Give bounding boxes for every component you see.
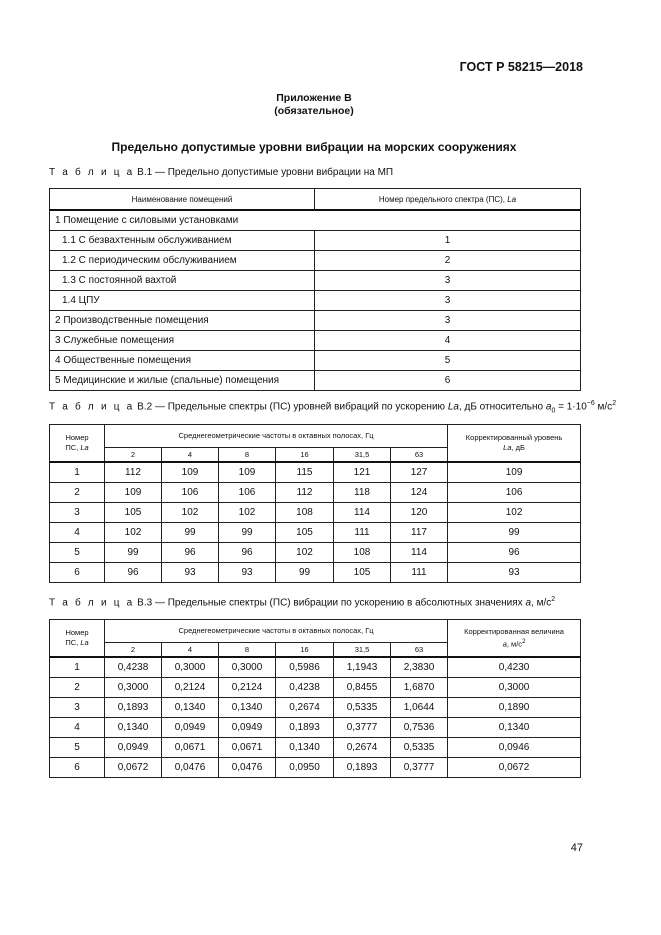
table-row	[50, 758, 581, 778]
table1-row-value: 6	[315, 371, 581, 391]
table-cell: 102	[276, 543, 334, 563]
corrected-value-cell: 0,4230	[448, 657, 581, 678]
table-cell: 109	[105, 483, 162, 503]
corrected-value-cell: 96	[448, 543, 581, 563]
table-cell: 0,1893	[334, 758, 391, 778]
table2-caption-b: , дБ относительно	[458, 401, 546, 413]
table3-caption-prefix: Т а б л и ц а	[49, 597, 135, 609]
table-cell: 0,3000	[162, 657, 219, 678]
table2-caption-a0-sub: 0	[551, 407, 556, 415]
table-cell: 0,2674	[334, 738, 391, 758]
table-cell: 0,0671	[219, 738, 276, 758]
table1-row-name: 2 Производственные помещения	[50, 311, 315, 331]
row-number-cell: 6	[50, 563, 105, 583]
corrected-value-cell: 99	[448, 523, 581, 543]
corrected-value-cell: 93	[448, 563, 581, 583]
table-cell: 99	[276, 563, 334, 583]
table-row	[50, 331, 581, 351]
table-cell: 0,5335	[391, 738, 448, 758]
table-cell: 0,1340	[276, 738, 334, 758]
table1-row-name: 1.4 ЦПУ	[50, 291, 315, 311]
table-cell: 114	[391, 543, 448, 563]
table-cell: 96	[105, 563, 162, 583]
table-cell: 0,0476	[219, 758, 276, 778]
table-cell: 108	[334, 543, 391, 563]
table2-header-row	[50, 425, 581, 448]
table-row	[50, 251, 581, 271]
table-cell: 0,1893	[105, 698, 162, 718]
table-row	[50, 271, 581, 291]
table-cell: 105	[105, 503, 162, 523]
document-id: ГОСТ Р 58215—2018	[459, 60, 583, 74]
row-number-cell: 4	[50, 523, 105, 543]
table-cell: 109	[219, 462, 276, 483]
table3-header-row	[50, 620, 581, 643]
table-cell: 106	[219, 483, 276, 503]
table-cell: 0,3777	[391, 758, 448, 778]
table-cell: 120	[391, 503, 448, 523]
table2-freq: 2	[105, 448, 162, 463]
table3-freq: 8	[219, 643, 276, 658]
table2-caption-exp: −6	[586, 400, 595, 407]
table-row	[50, 231, 581, 251]
table-cell: 96	[219, 543, 276, 563]
row-number-cell: 6	[50, 758, 105, 778]
corrected-value-cell: 102	[448, 503, 581, 523]
table-row	[50, 311, 581, 331]
table2-header-freq: Среднегеометрические частоты в октавных полосах, Гц	[105, 425, 448, 448]
table3-freq: 2	[105, 643, 162, 658]
table3-caption-sq: 2	[551, 596, 556, 603]
table3-header-number	[50, 620, 105, 658]
table-row	[50, 678, 581, 698]
table-cell: 106	[162, 483, 219, 503]
table3-header-corrected	[448, 620, 581, 658]
table1-header-spectrum-var: La	[507, 194, 517, 204]
table-cell: 105	[276, 523, 334, 543]
table-cell: 1,0644	[391, 698, 448, 718]
table-row	[50, 462, 581, 483]
table3-freq: 31,5	[334, 643, 391, 658]
table3-header-number-b: ПС,	[65, 638, 81, 647]
table-cell: 112	[276, 483, 334, 503]
table1-caption	[49, 167, 393, 178]
table-cell: 0,2124	[162, 678, 219, 698]
table-cell: 0,0949	[162, 718, 219, 738]
table2-header-corrected-b: , дБ	[511, 443, 525, 452]
table1-header-room: Наименование помещений	[50, 189, 315, 211]
corrected-value-cell: 0,0946	[448, 738, 581, 758]
table-cell: 0,5986	[276, 657, 334, 678]
table-cell: 108	[276, 503, 334, 523]
row-number-cell: 2	[50, 483, 105, 503]
table2-caption-d: м/с	[594, 401, 613, 413]
table-cell: 1,1943	[334, 657, 391, 678]
row-number-cell: 3	[50, 503, 105, 523]
table2-header-number-a: Номер	[65, 433, 89, 442]
appendix-title: Приложение В	[276, 92, 352, 104]
table3-caption-b: , м/с	[531, 597, 552, 609]
table3-caption-var: a	[525, 597, 532, 609]
table-row	[50, 698, 581, 718]
table2-freq: 8	[219, 448, 276, 463]
table-cell: 109	[162, 462, 219, 483]
table3-body	[50, 657, 581, 778]
table3-header-corrected-a: Корректированная величина	[464, 626, 564, 636]
table-cell: 115	[276, 462, 334, 483]
table-cell: 105	[334, 563, 391, 583]
table-cell: 0,0672	[105, 758, 162, 778]
table3-header-corrected-b: , м/с	[506, 639, 523, 649]
table2-caption-var: La	[447, 401, 459, 413]
table-cell: 124	[391, 483, 448, 503]
table1-section-label: 1 Помещение с силовыми установками	[50, 210, 581, 231]
row-number-cell: 5	[50, 543, 105, 563]
table-row	[50, 657, 581, 678]
appendix-heading	[48, 92, 580, 118]
table3-header-number-var: La	[80, 638, 89, 647]
table-row	[50, 523, 581, 543]
table2-caption-sq: 2	[612, 400, 617, 407]
table2-header-number-var: La	[80, 443, 89, 452]
table1	[49, 188, 581, 391]
table-row	[50, 718, 581, 738]
table-cell: 96	[162, 543, 219, 563]
table-row	[50, 503, 581, 523]
table-cell: 0,1340	[162, 698, 219, 718]
table-cell: 118	[334, 483, 391, 503]
table-cell: 0,2674	[276, 698, 334, 718]
table1-caption-text: В.1 — Предельно допустимые уровни вибрации на МП	[134, 167, 394, 178]
table-cell: 111	[334, 523, 391, 543]
table2-body	[50, 462, 581, 583]
table3-freq: 16	[276, 643, 334, 658]
table1-row-value: 5	[315, 351, 581, 371]
table3-header-corrected-sq: 2	[522, 638, 526, 645]
table-cell: 1,6870	[391, 678, 448, 698]
table-row	[50, 483, 581, 503]
table2-freq: 63	[391, 448, 448, 463]
appendix-status: (обязательное)	[274, 105, 354, 117]
table-cell: 0,2124	[219, 678, 276, 698]
table-cell: 99	[105, 543, 162, 563]
table3	[49, 619, 581, 778]
table3-freq: 63	[391, 643, 448, 658]
table2-header-corrected-var: La	[503, 443, 512, 452]
row-number-cell: 2	[50, 678, 105, 698]
table-cell: 0,8455	[334, 678, 391, 698]
table-row	[50, 371, 581, 391]
table1-row-value: 3	[315, 311, 581, 331]
table-cell: 111	[391, 563, 448, 583]
row-number-cell: 4	[50, 718, 105, 738]
table-cell: 0,5335	[334, 698, 391, 718]
table-cell: 0,0476	[162, 758, 219, 778]
table3-header-number-a: Номер	[65, 628, 89, 637]
table-row	[50, 291, 581, 311]
table1-row-value: 1	[315, 231, 581, 251]
corrected-value-cell: 0,0672	[448, 758, 581, 778]
table3-caption-a: В.3 — Предельные спектры (ПС) вибрации по ускорению в абсолютных значениях	[134, 597, 526, 609]
table-cell: 93	[162, 563, 219, 583]
table1-row-value: 3	[315, 291, 581, 311]
table-cell: 0,0671	[162, 738, 219, 758]
table2-header-corrected	[448, 425, 581, 463]
table-cell: 0,7536	[391, 718, 448, 738]
corrected-value-cell: 106	[448, 483, 581, 503]
table1-row-name: 1.2 С периодическим обслуживанием	[50, 251, 315, 271]
table-cell: 0,4238	[276, 678, 334, 698]
table2-caption	[49, 400, 616, 414]
row-number-cell: 5	[50, 738, 105, 758]
table-cell: 0,4238	[105, 657, 162, 678]
table2-caption-a: В.2 — Предельные спектры (ПС) уровней вибраций по ускорению	[134, 401, 448, 413]
table-row	[50, 351, 581, 371]
table-cell: 2,3830	[391, 657, 448, 678]
table-row	[50, 738, 581, 758]
table2-freq: 16	[276, 448, 334, 463]
table-cell: 112	[105, 462, 162, 483]
table2-freq: 4	[162, 448, 219, 463]
table1-section-row	[50, 210, 581, 231]
table1-header-row	[50, 189, 581, 211]
table-cell: 93	[219, 563, 276, 583]
table-cell: 0,1340	[105, 718, 162, 738]
table-cell: 102	[219, 503, 276, 523]
table-cell: 99	[219, 523, 276, 543]
table3-header-freq: Среднегеометрические частоты в октавных полосах, Гц	[105, 620, 448, 643]
table-cell: 0,0949	[219, 718, 276, 738]
table2-header-number	[50, 425, 105, 463]
row-number-cell: 1	[50, 657, 105, 678]
table-row	[50, 543, 581, 563]
table-cell: 127	[391, 462, 448, 483]
row-number-cell: 3	[50, 698, 105, 718]
corrected-value-cell: 109	[448, 462, 581, 483]
corrected-value-cell: 0,1340	[448, 718, 581, 738]
table2-header-number-b: ПС,	[65, 443, 81, 452]
table1-header-spectrum	[315, 189, 581, 211]
table-cell: 102	[162, 503, 219, 523]
table-cell: 121	[334, 462, 391, 483]
table2	[49, 424, 581, 583]
table1-row-name: 5 Медицинские и жилые (спальные) помещения	[50, 371, 315, 391]
table-cell: 0,1340	[219, 698, 276, 718]
table3-freq: 4	[162, 643, 219, 658]
table-cell: 0,3000	[105, 678, 162, 698]
table1-header-spectrum-text: Номер предельного спектра (ПС),	[378, 194, 508, 204]
page-number: 47	[570, 842, 583, 854]
table1-row-value: 2	[315, 251, 581, 271]
table2-freq: 31,5	[334, 448, 391, 463]
table1-row-value: 4	[315, 331, 581, 351]
table2-caption-c: = 1·10	[555, 401, 587, 413]
row-number-cell: 1	[50, 462, 105, 483]
table-cell: 117	[391, 523, 448, 543]
corrected-value-cell: 0,3000	[448, 678, 581, 698]
table-cell: 114	[334, 503, 391, 523]
table1-row-name: 4 Общественные помещения	[50, 351, 315, 371]
table2-header-corrected-a: Корректированный уровень	[465, 433, 563, 442]
table1-row-name: 3 Служебные помещения	[50, 331, 315, 351]
table-cell: 0,0950	[276, 758, 334, 778]
table-cell: 0,3000	[219, 657, 276, 678]
table-cell: 0,3777	[334, 718, 391, 738]
table2-caption-prefix: Т а б л и ц а	[49, 401, 135, 413]
table1-row-value: 3	[315, 271, 581, 291]
table2-caption-a0: a	[545, 401, 552, 413]
table1-row-name: 1.1 С безвахтенным обслуживанием	[50, 231, 315, 251]
table1-caption-prefix: Т а б л и ц а	[49, 167, 135, 178]
table1-row-name: 1.3 С постоянной вахтой	[50, 271, 315, 291]
table-row	[50, 563, 581, 583]
table-cell: 102	[105, 523, 162, 543]
table-cell: 99	[162, 523, 219, 543]
corrected-value-cell: 0,1890	[448, 698, 581, 718]
table3-caption	[49, 596, 555, 608]
table3-header-corrected-var: a	[502, 639, 507, 649]
table-cell: 0,1893	[276, 718, 334, 738]
section-title: Предельно допустимые уровни вибрации на морских сооружениях	[111, 140, 517, 154]
table-cell: 0,0949	[105, 738, 162, 758]
